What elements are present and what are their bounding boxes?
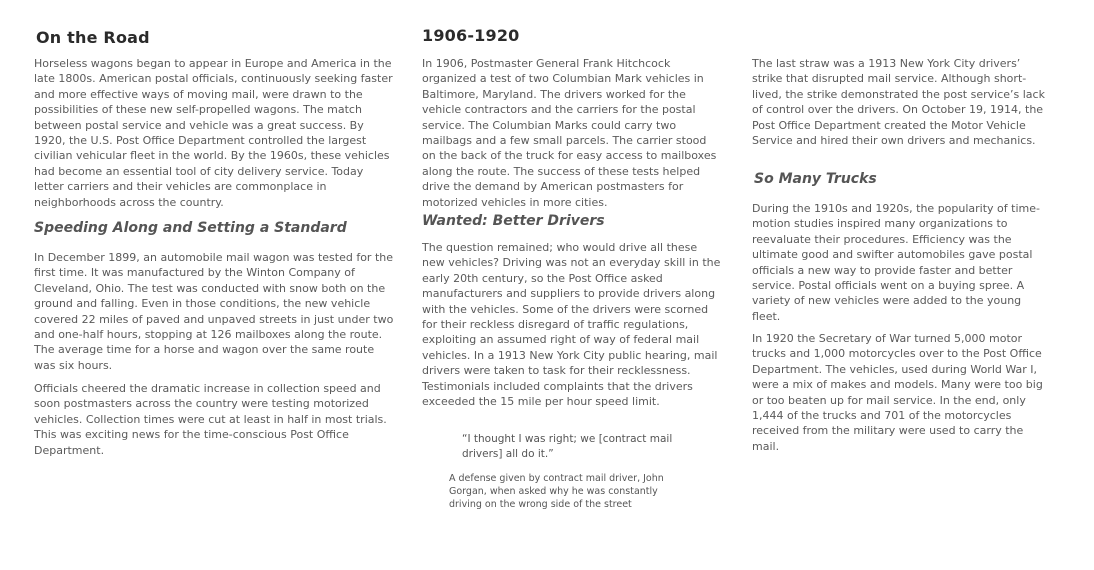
quote-attribution: A defense given by contract mail driver, John Gorgan, when asked why he was constantly driving on the wrong side of the street — [449, 473, 664, 510]
subheading-so-many-trucks: So Many Trucks — [754, 171, 877, 187]
section-title: 1906-1920 — [422, 26, 520, 45]
paragraph-winton-test: In December 1899, an automobile mail wagon was tested for the first time. It was manufactured by the Winton Company of Cleveland, Ohio. The test was conducted with snow both on the ground and falling. Even in those conditions, the new vehicle covered 22 miles of paved and unpaved streets in just under two and one-half hours, stopping at 126 mailboxes along the route. The average time for a horse and wagon over the same route was six hours. — [34, 251, 394, 372]
intro-paragraph: Horseless wagons began to appear in Europe and America in the late 1800s. American postal officials, continuously seeking faster and more effective ways of moving mail, were drawn to the possibilities of these new self-propelled wagons. The match between postal service and vehicle was a great success. By 1920, the U.S. Post Office Department controlled the largest civilian vehicular fleet in the world. By the 1960s, these vehicles had become an essential tool of city delivery service. Today letter carriers and their vehicles are commonplace in neighborhoods across the country. — [34, 57, 393, 209]
paragraph-drivers-question: The question remained; who would drive all these new vehicles? Driving was not an everyday skill in the early 20th century, so the Post Office asked manufacturers and suppliers to provide drivers along with the vehicles. Some of the drivers were scorned for their reckless disregard of traffic regulations, exploiting an assumed right of way of federal mail vehicles. In a 1913 New York City public hearing, mail drivers were taken to task for their recklessness. Testimonials included complaints that the drivers exceeded the 15 mile per hour speed limit. — [422, 241, 721, 409]
paragraph-hitchcock-test: In 1906, Postmaster General Frank Hitchcock organized a test of two Columbian Mark vehicles in Baltimore, Maryland. The drivers worked for the vehicle contractors and the carriers for the postal service. The Columbian Marks could carry two mailbags and a few small parcels. The carrier stood on the back of the truck for easy access to mailboxes along the route. The success of these tests helped drive the demand by American postmasters for motorized vehicles in more cities. — [422, 57, 717, 209]
pull-quote: “I thought I was right; we [contract mail drivers] all do it.” — [462, 433, 673, 460]
paragraph-secretary-of-war: In 1920 the Secretary of War turned 5,000 motor trucks and 1,000 motorcycles over to the Post Office Department. The vehicles, used during World War I, were a mix of makes and models. Many were too big or too beaten up for mail service. In the end, only 1,444 of the trucks and 701 of the motorcycles received from the military were used to carry the mail. — [752, 332, 1043, 453]
section-title: On the Road — [36, 28, 150, 47]
subheading-speeding-along: Speeding Along and Setting a Standard — [34, 220, 347, 236]
paragraph-time-motion: During the 1910s and 1920s, the popularity of time-motion studies inspired many organizations to reevaluate their procedures. Efficiency was the ultimate good and swifter automobiles gave postal officials a new way to provide faster and better service. Postal officials went on a buying spree. A variety of new vehicles were added to the young fleet. — [752, 202, 1040, 323]
subheading-better-drivers: Wanted: Better Drivers — [422, 213, 605, 229]
paragraph-strike: The last straw was a 1913 New York City drivers’ strike that disrupted mail service. Although short-lived, the strike demonstrated the post service’s lack of control over the drivers. On October 19, 1914, the Post Office Department created the Motor Vehicle Service and hired their own drivers and mechanics. — [752, 57, 1045, 148]
paragraph-officials-cheered: Officials cheered the dramatic increase in collection speed and soon postmasters across the country were testing motorized vehicles. Collection times were cut at least in half in most trials. This was exciting news for the time-conscious Post Office Department. — [34, 382, 387, 457]
